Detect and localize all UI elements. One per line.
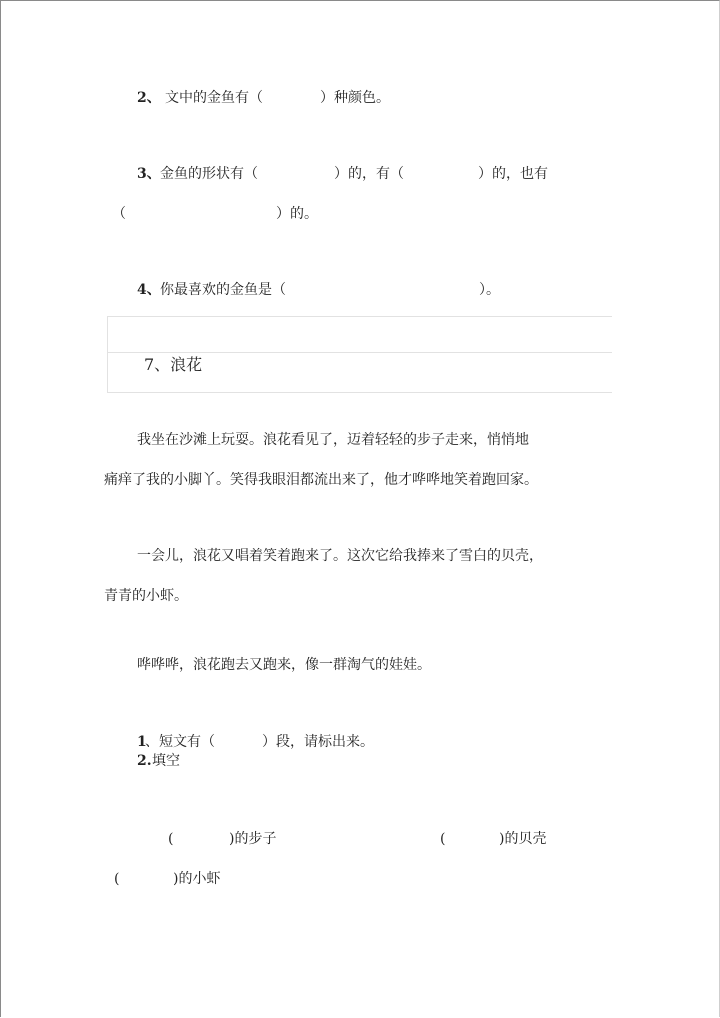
q3-text4-close: ）的。 <box>276 206 318 222</box>
q4-text: 你最喜欢的金鱼是（ <box>160 282 286 298</box>
passage-p1-line2: 痛痒了我的小脚丫。笑得我眼泪都流出来了，他才哗哗地笑着跑回家。 <box>104 472 538 488</box>
q2-1-number: 1 <box>137 734 147 750</box>
section-rule-bottom <box>107 392 612 393</box>
passage-p2-line1: 一会儿，浪花又唱着笑着跑来了。这次它给我捧来了雪白的贝壳， <box>137 548 543 564</box>
q2-close: ）种颜色。 <box>320 90 390 106</box>
q4-number: 4、 <box>137 282 161 298</box>
q3-text4-open: （ <box>112 206 126 222</box>
fill-b-close: )的贝壳 <box>499 831 547 847</box>
passage-p1-line1: 我坐在沙滩上玩耍。浪花看见了，迈着轻轻的步子走来，悄悄地 <box>137 432 529 448</box>
section-rule-left <box>107 316 108 392</box>
fill-c-open: ( <box>114 871 120 887</box>
passage-p2-line2: 青青的小虾。 <box>104 588 188 604</box>
q3-text3: ）的，也有 <box>478 166 548 182</box>
q2-1-text: 、短文有（ <box>145 734 215 750</box>
q2-2-text: 填空 <box>152 753 180 769</box>
q2-text: 文中的金鱼有（ <box>165 90 263 106</box>
section-rule-top <box>107 316 612 317</box>
fill-c-close: )的小虾 <box>173 871 221 887</box>
q3-text1: 金鱼的形状有（ <box>160 166 258 182</box>
fill-a-close: )的步子 <box>229 831 277 847</box>
fill-b-open: ( <box>440 831 446 847</box>
q2-2-number: 2. <box>137 753 152 769</box>
q2-1-close: ）段，请标出来。 <box>262 734 374 750</box>
section-rule-middle <box>107 352 612 353</box>
fill-a-open: ( <box>168 831 174 847</box>
q3-text2: ）的，有（ <box>334 166 404 182</box>
q2-number: 2、 <box>137 90 161 106</box>
section-title: 7、浪花 <box>144 355 203 374</box>
q3-number: 3、 <box>137 166 161 182</box>
passage-p3-line1: 哗哗哗，浪花跑去又跑来，像一群淘气的娃娃。 <box>137 657 431 673</box>
q4-close: ）。 <box>479 282 500 298</box>
